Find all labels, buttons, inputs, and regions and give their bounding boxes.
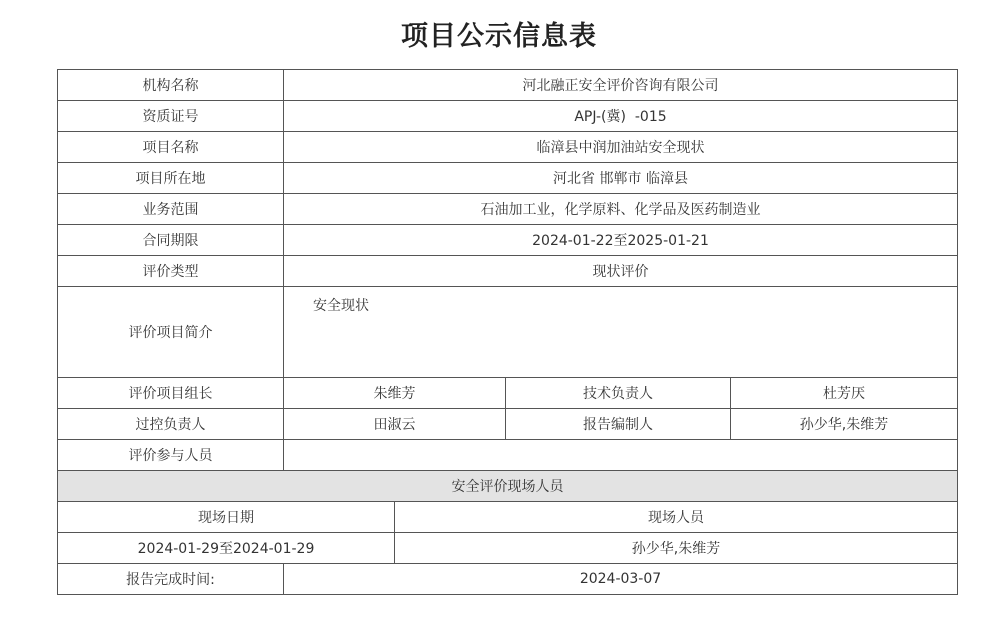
business-scope-label: 业务范围 (58, 194, 284, 225)
row-org-name (58, 70, 958, 101)
project-name-value: 临漳县中润加油站安全现状 (284, 132, 958, 163)
project-name-label: 项目名称 (58, 132, 284, 163)
cert-no-label: 资质证号 (58, 101, 284, 132)
process-lead-value: 田淑云 (284, 409, 506, 440)
org-name-value: 河北融正安全评价咨询有限公司 (284, 70, 958, 101)
org-name-label: 机构名称 (58, 70, 284, 101)
row-eval-type (58, 256, 958, 287)
intro-label: 评价项目简介 (58, 287, 284, 378)
team-lead-value: 朱维芳 (284, 378, 506, 409)
cert-no-value: APJ-(冀) -015 (284, 101, 958, 132)
row-contract-period (58, 225, 958, 256)
participants-label: 评价参与人员 (58, 440, 284, 471)
report-author-value: 孙少华,朱维芳 (731, 409, 958, 440)
participants-value (284, 440, 958, 471)
eval-type-value: 现状评价 (284, 256, 958, 287)
onsite-date-header: 现场日期 (58, 502, 395, 533)
row-process-lead (58, 409, 958, 440)
row-project-name (58, 132, 958, 163)
tech-lead-label: 技术负责人 (506, 378, 731, 409)
onsite-staff-value: 孙少华,朱维芳 (395, 533, 958, 564)
intro-value: 安全现状 (284, 287, 958, 378)
row-participants (58, 440, 958, 471)
onsite-date-value: 2024-01-29至2024-01-29 (58, 533, 395, 564)
onsite-staff-header: 现场人员 (395, 502, 958, 533)
row-team-lead (58, 378, 958, 409)
tech-lead-value: 杜芳厌 (731, 378, 958, 409)
row-business-scope (58, 194, 958, 225)
onsite-section-title: 安全评价现场人员 (58, 471, 958, 502)
process-lead-label: 过控负责人 (58, 409, 284, 440)
report-author-label: 报告编制人 (506, 409, 731, 440)
report-date-value: 2024-03-07 (284, 564, 958, 595)
team-lead-label: 评价项目组长 (58, 378, 284, 409)
row-onsite-headers (58, 502, 958, 533)
row-onsite-section (58, 471, 958, 502)
report-date-label: 报告完成时间: (58, 564, 284, 595)
contract-period-value: 2024-01-22至2025-01-21 (284, 225, 958, 256)
row-intro (58, 287, 958, 378)
location-label: 项目所在地 (58, 163, 284, 194)
row-location (58, 163, 958, 194)
location-value: 河北省 邯郸市 临漳县 (284, 163, 958, 194)
row-cert-no (58, 101, 958, 132)
business-scope-value: 石油加工业，化学原料、化学品及医药制造业 (284, 194, 958, 225)
contract-period-label: 合同期限 (58, 225, 284, 256)
row-onsite-values (58, 533, 958, 564)
info-table (57, 69, 958, 595)
page-title: 项目公示信息表 (401, 21, 597, 52)
eval-type-label: 评价类型 (58, 256, 284, 287)
row-report-date (58, 564, 958, 595)
